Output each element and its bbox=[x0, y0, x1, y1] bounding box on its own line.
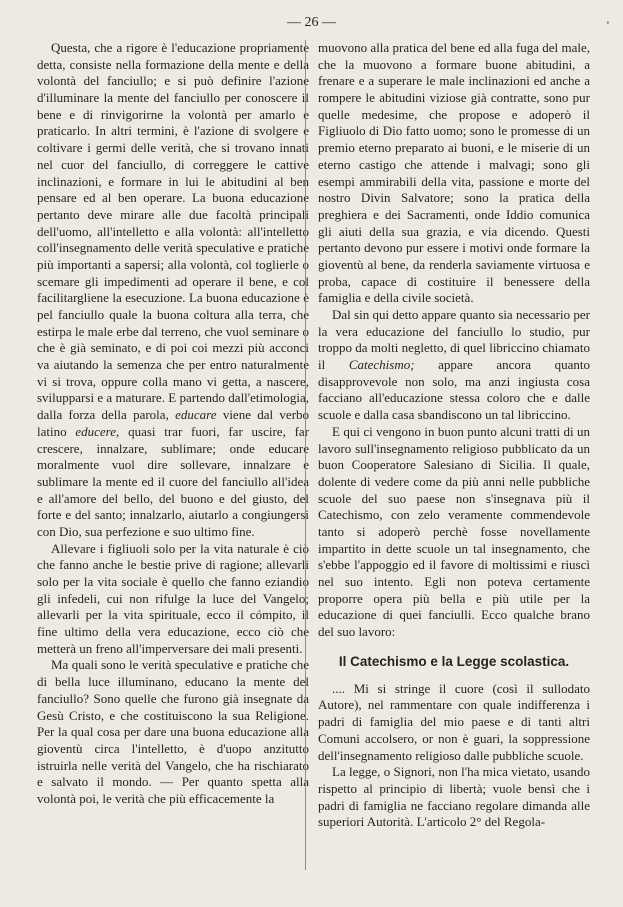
right-column bbox=[318, 40, 590, 831]
left-column bbox=[37, 40, 309, 808]
paragraph-text: Questa, che a rigore è l'educazione propriamente detta, consiste nella formazione della mente e della volontà del fanciullo; e si può definire l'azione d'illuminare la mente del fanciullo per conoscere il bene e di rinvigorirne la volontà per amarlo e praticarlo. In altri termini, è l'azione di svolgere e coltivare i germi delle verità, che si trovano innati nel cuor del fanciullo, di correggere le cattive inclinazioni, e formare in lui le abitudini al ben pensare ed al ben operare. La buona educazione pertanto deve mirare alle due facoltà principali dell'uomo, all'intelletto e alla volontà: all'intelletto coll'insegnamento delle verità speculative e pratiche più importanti a sapersi; alla volontà, col toglierle o scemare gli impedimenti ad operare il bene, e col facilitargliene la esecuzione. La buona educazione è pel fanciullo quale la buona coltura alla terra, che estirpa le male erbe dal terreno, che vuol seminare o che è già seminato, e di poi coi mezzi più acconci va aiutando la semenza che per entro naturalmente vi si trova, oppure colla mano vi getta, a nascere, svilupparsi e a maturare. E partendo dall'etimologia, dalla forza della parola, bbox=[37, 40, 309, 423]
column-divider bbox=[305, 40, 306, 870]
paragraph: E qui ci vengono in buon punto alcuni tratti di un lavoro sull'insegnamento religioso pubblicato da un buon Cooperatore Salesiano di Sicilia. Il quale, dolente di vedere come da più anni nelle pubbliche scuole del suo paese non s'insegnava più il Catechismo, con zelo veramente commendevole tanto si adoperò perchè fosse novellamente impartito in dette scuole un tal insegnamento, che s'ebbe l'appoggio ed il favore di moltissimi e riuscì nel suo intento. Egli non poteva certamente proporre opera più bella e più utile per la educazione di quei fanciulli. Ecco qualche brano del suo lavoro: bbox=[318, 423, 590, 640]
page-number: — 26 — bbox=[287, 15, 336, 30]
italic-term: educere, bbox=[75, 423, 120, 439]
paragraph: .... Mi si stringe il cuore (così il sullodato Autore), nel rammentare con quale indifferenza i padri di famiglia del mio paese e di tanti altri Comuni accolsero, or non è guari, la soppressione dell'insegnamento religioso dalle pubbliche scuole. bbox=[318, 680, 590, 763]
section-heading: Il Catechismo e la Legge scolastica. bbox=[338, 653, 570, 669]
paragraph-text: quasi trar fuori, far uscire, far crescere, innalzare, sublimare; onde educare moralmente vuol dire sollevare, innalzare e sublimare la mente ed il cuore del fanciullo all'idea e all'amore del bello, del buono e del giusto, del forte e del santo; innalzarlo, aiutarlo a congiungersi con Dio, sua perfezione e suo ultimo fine. bbox=[37, 423, 310, 539]
italic-term: educare bbox=[175, 407, 217, 423]
paragraph: Ma quali sono le verità speculative e pratiche che di bella luce illuminano, educano la mente del fanciullo? Sono quelle che furono già insegnate da Gesù Cristo, e che costituiscono la sua Religione. Per la qual cosa per dare una buona educazione alla gioventù circa l'intelletto, è d'uopo anzitutto istruirla nelle verità del Vangelo, che ha rischiarato e salvato il mondo. — Per quanto spetta alla volontà poi, le verità che più efficacemente la bbox=[37, 657, 309, 806]
paragraph bbox=[37, 40, 309, 541]
paragraph-text: appare ancora quanto disapprovevole non solo, ma anzi ingiusta cosa facciano all'educazione stessa coloro che e dalle scuole e dalla casa sbandiscono un tal libriccino. bbox=[318, 357, 590, 423]
paragraph bbox=[318, 307, 590, 424]
paragraph: La legge, o Signori, non l'ha mica vietato, usando rispetto al principio di libertà; vuole bensì che i padri di famiglia ne facciano regolare dimanda alle superiori Autorità. L'articolo 2° del Regola- bbox=[318, 764, 590, 830]
paragraph: Allevare i figliuoli solo per la vita naturale è ciò che fanno anche le bestie prive di ragione; allevarli solo per la vita sociale è quello che fanno eziandio gli infedeli, cui non rifulge la luce del Vangelo; allevarli per la vita spirituale, ecco il cómpito, il fine ultimo della vera educazione, ecco ciò che metterà un freno all'imperversare dei mali presenti. bbox=[37, 540, 309, 656]
italic-term: Catechismo; bbox=[348, 357, 415, 373]
paragraph: muovono alla pratica del bene ed alla fuga del male, che la muovono a formare buone abitudini, a frenare e a superare le male inclinazioni ed anche a rompere le abitudini viziose già contratte, sono pur quelle medesime, che propose e adoperò il Figliuolo di Dio fatto uomo; sono le promesse di un premio eterno preparato ai buoni, e le miserie di un eterno castigo che attende i malvagi; sono gli esempi ammirabili della vita, passione e morte del nostro Divin Salvatore; sono la pratica della preghiera e dei Sacramenti, onde Iddio comunica gli aiuti della sua grazia, e via dicendo. Questi pertanto devono pur essere i motivi onde formare la gioventù al bene, da renderla saviamente virtuosa e proba, capace di costituire il benessere della famiglia e della civile società. bbox=[318, 40, 590, 306]
margin-mark: ' bbox=[606, 18, 609, 32]
paragraph-text: Dal sin qui detto appare quanto sia necessario per la vera educazione del fanciullo lo studio, pur troppo da molti negletto, di quel libriccino chiamato il bbox=[318, 307, 590, 373]
paragraph-text: viene dal verbo latino bbox=[37, 407, 310, 439]
